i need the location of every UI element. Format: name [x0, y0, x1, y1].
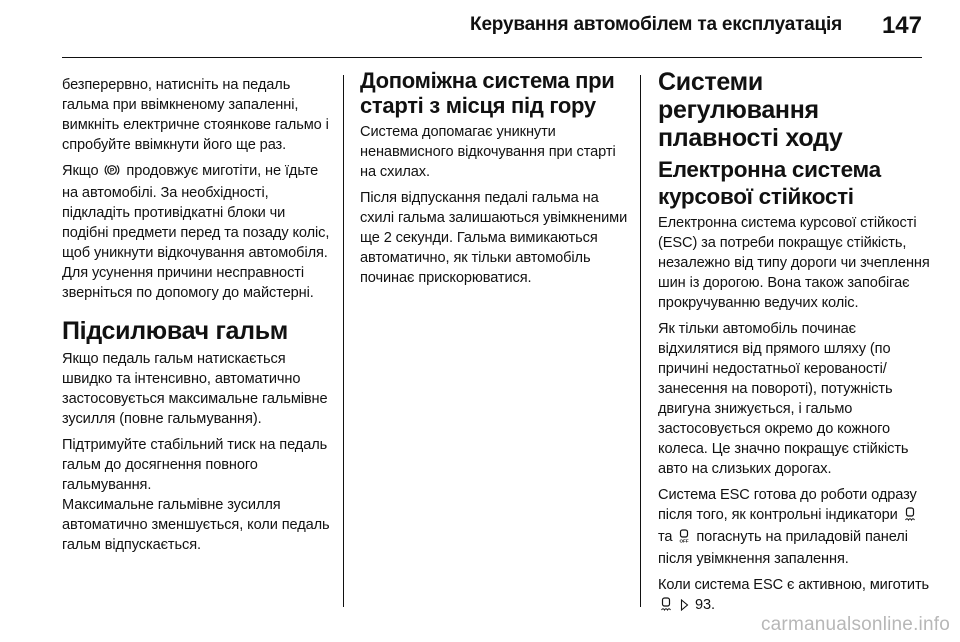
esc-off-icon: [678, 529, 690, 549]
paragraph: безперервно, натисніть на педаль гальма при ввімкненому запаленні, вимкніть електричне стоянкове гальмо і спробуйте ввімкнути його ще раз.: [62, 77, 329, 153]
column-divider-left: [343, 75, 344, 607]
header-rule: [62, 57, 922, 58]
column-middle: [360, 68, 630, 294]
paragraph: Після відпускання педалі гальма на схилі гальма залишаються увімкненими ще 2 секунди. Гальма вимикаються автоматично, як тільки автомобіль починає прискорюватися.: [360, 190, 628, 286]
page-header: [0, 0, 960, 60]
section-heading: Допоміжна система при старті з місця під гору: [360, 68, 615, 118]
section-heading: Підсилювач гальм: [62, 317, 288, 345]
paragraph-text: та: [658, 529, 673, 545]
esc-icon: [904, 507, 916, 527]
paragraph: Система допомагає уникнути ненавмисного відкочування при старті на схилах.: [360, 124, 616, 180]
column-divider-right: [640, 75, 641, 607]
paragraph: Як тільки автомобіль починає відхилятися від прямого шляху (по причині недостатньої керованості/занесення на повороті), потужність двигуна знижується, і гальмо застосовується окремо до кожного колеса. Це значно покращує стійкість авто на слизьких дорогах.: [658, 321, 909, 477]
subsection-heading: Електронна система курсової стійкості: [658, 157, 881, 209]
column-left: [62, 75, 334, 561]
paragraph-text: Якщо: [62, 163, 99, 179]
paragraph: Якщо педаль гальм натискається швидко та інтенсивно, автоматично застосовується максимальне гальмівне зусилля (повне гальмування).: [62, 351, 328, 427]
page-reference-link[interactable]: 93.: [694, 597, 715, 613]
section-heading: Системи регулювання плавності ходу: [658, 68, 843, 152]
parking-brake-icon: [104, 163, 120, 183]
paragraph: [658, 485, 930, 569]
paragraph-text: продовжує миготіти, не їдьте на автомобілі. За необхідності, підкладіть противідкатні блоки чи подібні предмети перед та позаду коліс, щоб уникнути відкочування автомобіля. Для усунення причини несправності зверніться по допомогу до майстерні.: [62, 163, 330, 301]
paragraph-text: Система ESC готова до роботи одразу після того, як контрольні індикатори: [658, 487, 917, 523]
svg-text:P: P: [110, 167, 115, 175]
paragraph-text: погаснуть на приладовій панелі після увімкнення запалення.: [658, 529, 908, 567]
paragraph: [62, 161, 334, 303]
paragraph: Електронна система курсової стійкості (ESC) за потреби покращує стійкість, незалежно від типу дороги чи зчеплення шин із дорогою. Вона також запобігає прокручуванню ведучих коліс.: [658, 215, 930, 311]
header-title: Керування автомобілем та експлуатація: [470, 14, 842, 35]
column-right: [658, 68, 930, 623]
paragraph: [658, 575, 930, 617]
svg-text:OFF: OFF: [679, 538, 689, 543]
watermark: carmanualsonline.info: [760, 614, 950, 635]
paragraph: Підтримуйте стабільний тиск на педаль гальм до досягнення повного гальмування.: [62, 437, 328, 493]
page-reference-icon[interactable]: [680, 597, 689, 617]
paragraph: Максимальне гальмівне зусилля автоматично зменшується, коли педаль гальм відпускається.: [62, 497, 330, 553]
esc-icon: [660, 597, 672, 617]
page-number: 147: [881, 12, 922, 39]
paragraph-text: Коли система ESC є активною, миготить: [658, 577, 930, 593]
